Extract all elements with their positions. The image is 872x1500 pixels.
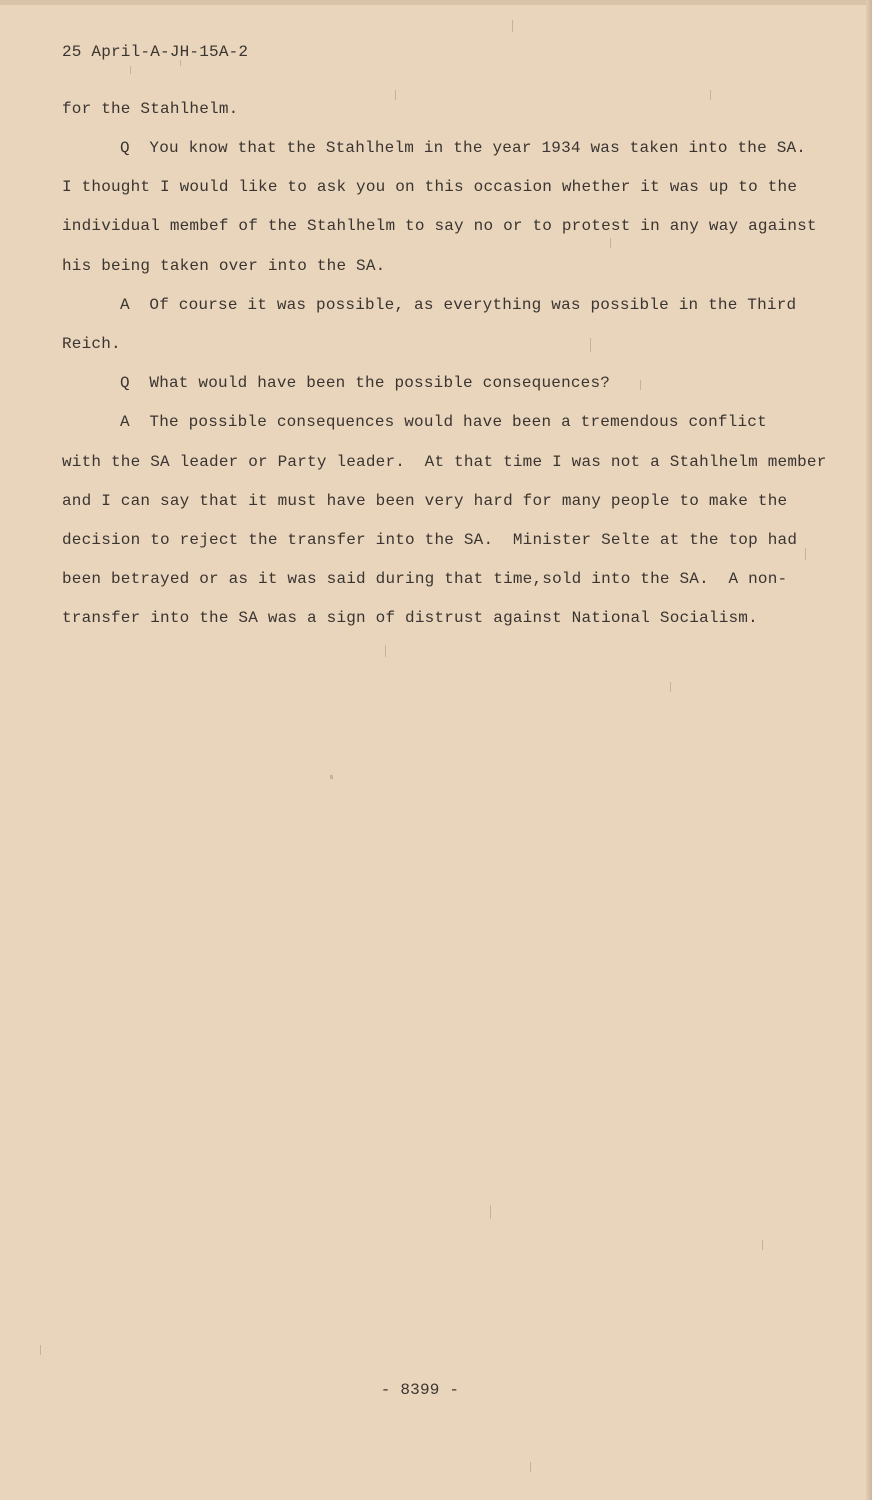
text-line: his being taken over into the SA. (62, 257, 386, 275)
text-line: been betrayed or as it was said during that time,sold into the SA. A non- (62, 570, 788, 588)
paper-fleck (530, 1462, 531, 1472)
paper-fleck (610, 238, 611, 248)
text-line: individual membef of the Stahlhelm to say no or to protest in any way against (62, 217, 817, 235)
text-line: Reich. (62, 335, 121, 353)
document-header: 25 April-A-JH-15A-2 (62, 43, 249, 61)
paper-right-edge (866, 0, 872, 1500)
page-number: - 8399 - (380, 1381, 460, 1399)
text-line: and I can say that it must have been very hard for many people to make the (62, 492, 788, 510)
text-line: Q What would have been the possible consequences? (120, 374, 611, 392)
text-line: decision to reject the transfer into the SA. Minister Selte at the top had (62, 531, 798, 549)
paper-fleck (762, 1240, 763, 1250)
paper-fleck (640, 380, 641, 390)
paper-fleck (590, 338, 591, 352)
paper-top-edge (0, 0, 872, 5)
paper-fleck (40, 1345, 41, 1355)
text-line: A Of course it was possible, as everything was possible in the Third (120, 296, 797, 314)
text-line: for the Stahlhelm. (62, 100, 239, 118)
paper-fleck (395, 90, 396, 100)
paper-fleck (130, 66, 131, 74)
paper-fleck (490, 1205, 491, 1219)
text-line: A The possible consequences would have been a tremendous conflict (120, 413, 767, 431)
paper-fleck (330, 775, 333, 779)
paper-fleck (805, 548, 806, 560)
text-line: Q You know that the Stahlhelm in the year 1934 was taken into the SA. (120, 139, 807, 157)
paper-fleck (670, 682, 671, 692)
text-line: with the SA leader or Party leader. At that time I was not a Stahlhelm member (62, 453, 827, 471)
text-line: I thought I would like to ask you on this occasion whether it was up to the (62, 178, 798, 196)
paper-fleck (385, 645, 386, 657)
paper-fleck (512, 20, 513, 32)
text-line: transfer into the SA was a sign of distrust against National Socialism. (62, 609, 758, 627)
paper-fleck (710, 90, 711, 100)
